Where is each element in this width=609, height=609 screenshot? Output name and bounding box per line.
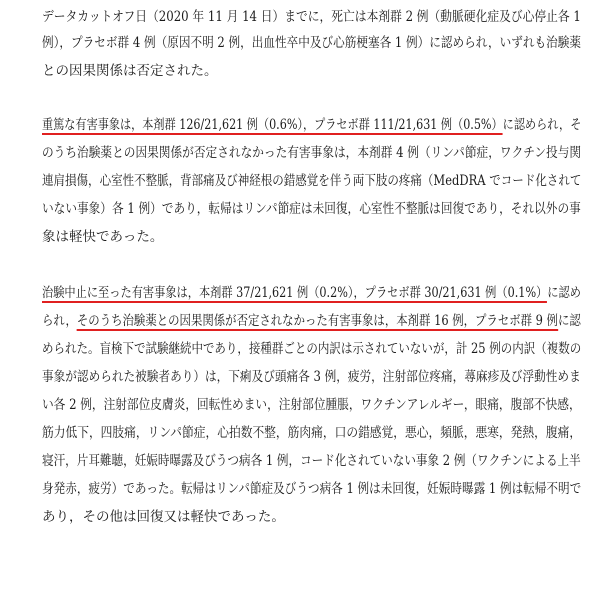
paragraph-2-line-2: のうち治験薬との因果関係が否定されなかった有害事象は，本剤群 4 例（リンパ節症，ワクチン投与関	[42, 145, 582, 161]
paragraph-3-line-6: 筋力低下，四肢痛，リンパ節症，心拍数不整，筋肉痛，口の錯感覚，悪心，頻脈，悪寒，発熱，腹痛，	[42, 425, 582, 441]
paragraph-3-line-4: 事象が認められた被験者あり）は，下痢及び頭痛各 3 例，疲労，注射部位疼痛，蕁麻疹及び浮動性めま	[42, 369, 581, 385]
paragraph-3-line-9: あり，その他は回復又は軽快であった。	[42, 509, 285, 525]
paragraph-1-line-1: データカットオフ日（2020 年 11 月 14 日）までに，死亡は本剤群 2 例（動脈硬化症及び心停止各 1	[42, 9, 581, 25]
paragraph-2-line-1: 重篤な有害事象は，本剤群 126/21,621 例（0.6%），プラセボ群 111/21,631 例（0.5%）に認められ，そ	[42, 117, 582, 133]
paragraph-1-line-3: との因果関係は否定された。	[42, 63, 218, 79]
paragraph-2-line-4: いない事象）各 1 例）であり，転帰はリンパ節症は未回復，心室性不整脈は回復であり，それ以外の事	[42, 201, 581, 217]
underlined-serious-adverse-events: 重篤な有害事象は，本剤群 126/21,621 例（0.6%），プラセボ群 111/21,631 例（0.5%）	[42, 117, 503, 133]
paragraph-3-line-2: られ，そのうち治験薬との因果関係が否定されなかった有害事象は，本剤群 16 例，プラセボ群 9 例に認	[42, 313, 581, 329]
underlined-discontinuation-events: 治験中止に至った有害事象は，本剤群 37/21,621 例（0.2%），プラセボ群 30/21,631 例（0.1%）	[42, 285, 548, 301]
paragraph-3-line-3: められた。盲検下で試験継続中であり，接種群ごとの内訳は示されていないが，計 25 例の内訳（複数の	[42, 341, 582, 357]
underlined-causality-events: そのうち治験薬との因果関係が否定されなかった有害事象は，本剤群 16 例，プラセボ群 9 例	[76, 313, 558, 329]
paragraph-3-line-7: 寝汗，片耳難聴，妊娠時曝露及びうつ病各 1 例，コード化されていない事象 2 例（ワクチンによる上半	[42, 453, 581, 469]
paragraph-3-line-8: 身発赤，疲労）であった。転帰はリンパ節症及びうつ病各 1 例は未回復，妊娠時曝露 1 例は転帰不明で	[42, 481, 582, 497]
paragraph-2-line-3: 連肩損傷，心室性不整脈，背部痛及び神経根の錯感覚を伴う両下肢の疼痛（MedDRA でコード化されて	[42, 173, 582, 189]
paragraph-3-line-5: い各 2 例，注射部位皮膚炎，回転性めまい，注射部位腫脹，ワクチンアレルギー，眼痛，腹部不快感，	[42, 397, 581, 413]
paragraph-1-line-2: 例），プラセボ群 4 例（原因不明 2 例，出血性卒中及び心筋梗塞各 1 例）に認められ，いずれも治験薬	[42, 35, 582, 51]
paragraph-2-line-5: 象は軽快であった。	[42, 229, 164, 245]
paragraph-3-line-1: 治験中止に至った有害事象は，本剤群 37/21,621 例（0.2%），プラセボ群 30/21,631 例（0.1%）に認め	[42, 285, 581, 301]
